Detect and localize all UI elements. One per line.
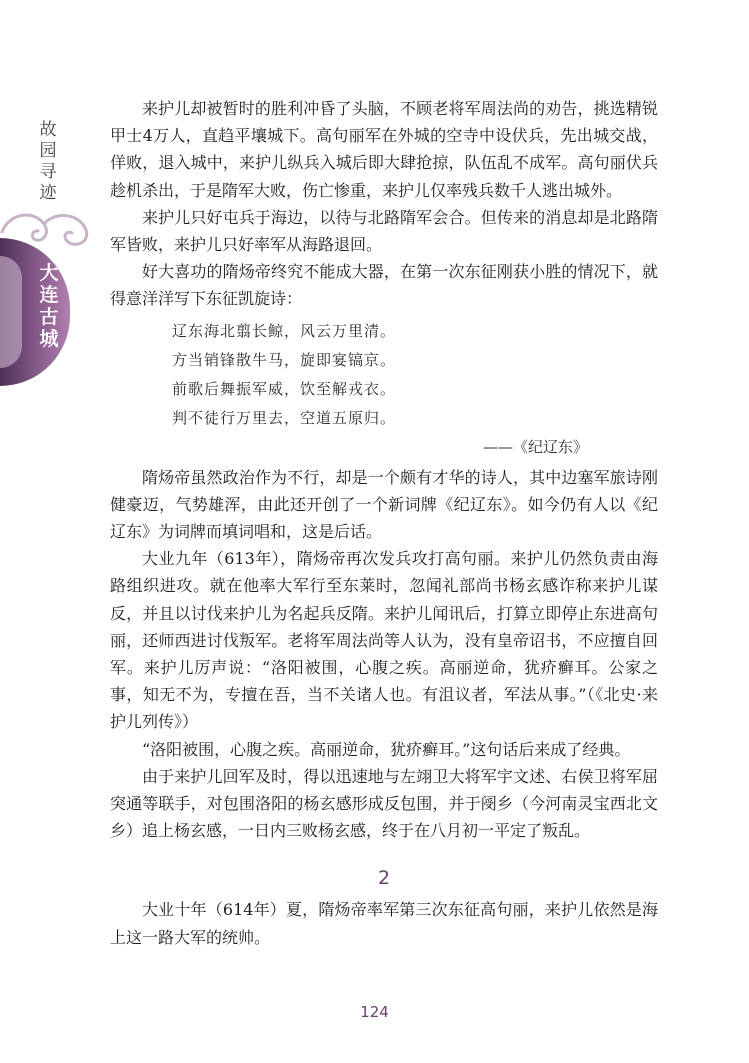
- series-title: 故园寻迹: [39, 120, 57, 203]
- poem-line: 方当销锋散牛马，旋即宴镐京。: [172, 350, 397, 369]
- page-number: 124: [360, 1003, 389, 1021]
- paragraph: 来护儿却被暂时的胜利冲昏了头脑，不顾老将军周法尚的劝告，挑选精锐甲士4万人，直趋平壤城下。高句丽军在外城的空寺中设伏兵，先出城交战，佯败，退入城中，来护儿纵兵入城后即大肆抢掠，队伍乱不成军。高句丽伏兵趁机杀出，于是隋军大败，伤亡惨重，来护儿仅率残兵数千人逃出城外。: [110, 99, 658, 200]
- poem-line: 判不徒行万里去，空道五原归。: [172, 408, 397, 427]
- poem: [110, 317, 658, 433]
- paragraph: 大业十年（614年）夏，隋炀帝率军第三次东征高句丽，来护儿依然是海上这一路大军的统帅。: [110, 900, 658, 947]
- page-body: [110, 95, 658, 951]
- book-title: 大连古城: [39, 262, 59, 350]
- poem-line: 辽东海北翦长鲸，风云万里清。: [172, 321, 397, 340]
- paragraph: 由于来护儿回军及时，得以迅速地与左翊卫大将军宇文述、右侯卫将军屈突通等联手，对包围洛阳的杨玄感形成反包围，并于阌乡（今河南灵宝西北文乡）追上杨玄感，一日内三败杨玄感，终于在八月初一平定了叛乱。: [110, 766, 658, 841]
- section-number: 2: [377, 867, 391, 890]
- paragraph: 大业九年（613年），隋炀帝再次发兵攻打高句丽。来护儿仍然负责由海路组织进攻。就在他率大军行至东莱时，忽闻礼部尚书杨玄感诈称来护儿谋反，并且以讨伐来护儿为名起兵反隋。来护儿闻讯后，打算立即停止东进高句丽，还师西进讨伐叛军。老将军周法尚等人认为，没有皇帝诏书，不应擅自回军。来护儿厉声说：“洛阳被围，心腹之疾。高丽逆命，犹疥癣耳。公家之事，知无不为，专擅在吾，当不关诸人也。有沮议者，军法从事。”（《北史·来护儿列传》）: [110, 549, 658, 732]
- poem-attribution: ——《纪辽东》: [482, 437, 588, 456]
- paragraph: “洛阳被围，心腹之疾。高丽逆命，犹疥癣耳。”这句话后来成了经典。: [142, 739, 631, 759]
- paragraph: 隋炀帝虽然政治作为不行，却是一个颇有才华的诗人，其中边塞军旅诗刚健豪迈，气势雄浑，由此还开创了一个新词牌《纪辽东》。如今仍有人以《纪辽东》为词牌而填词唱和，这是后话。: [110, 467, 658, 542]
- paragraph: 好大喜功的隋炀帝终究不能成大器，在第一次东征刚获小胜的情况下，就得意洋洋写下东征凯旋诗：: [110, 262, 658, 309]
- paragraph: 来护儿只好屯兵于海边，以待与北路隋军会合。但传来的消息却是北路隋军皆败，来护儿只好率军从海路退回。: [110, 207, 658, 255]
- chapter-tab-highlight: [0, 256, 22, 368]
- poem-line: 前歌后舞振军威，饮至解戎衣。: [172, 379, 397, 398]
